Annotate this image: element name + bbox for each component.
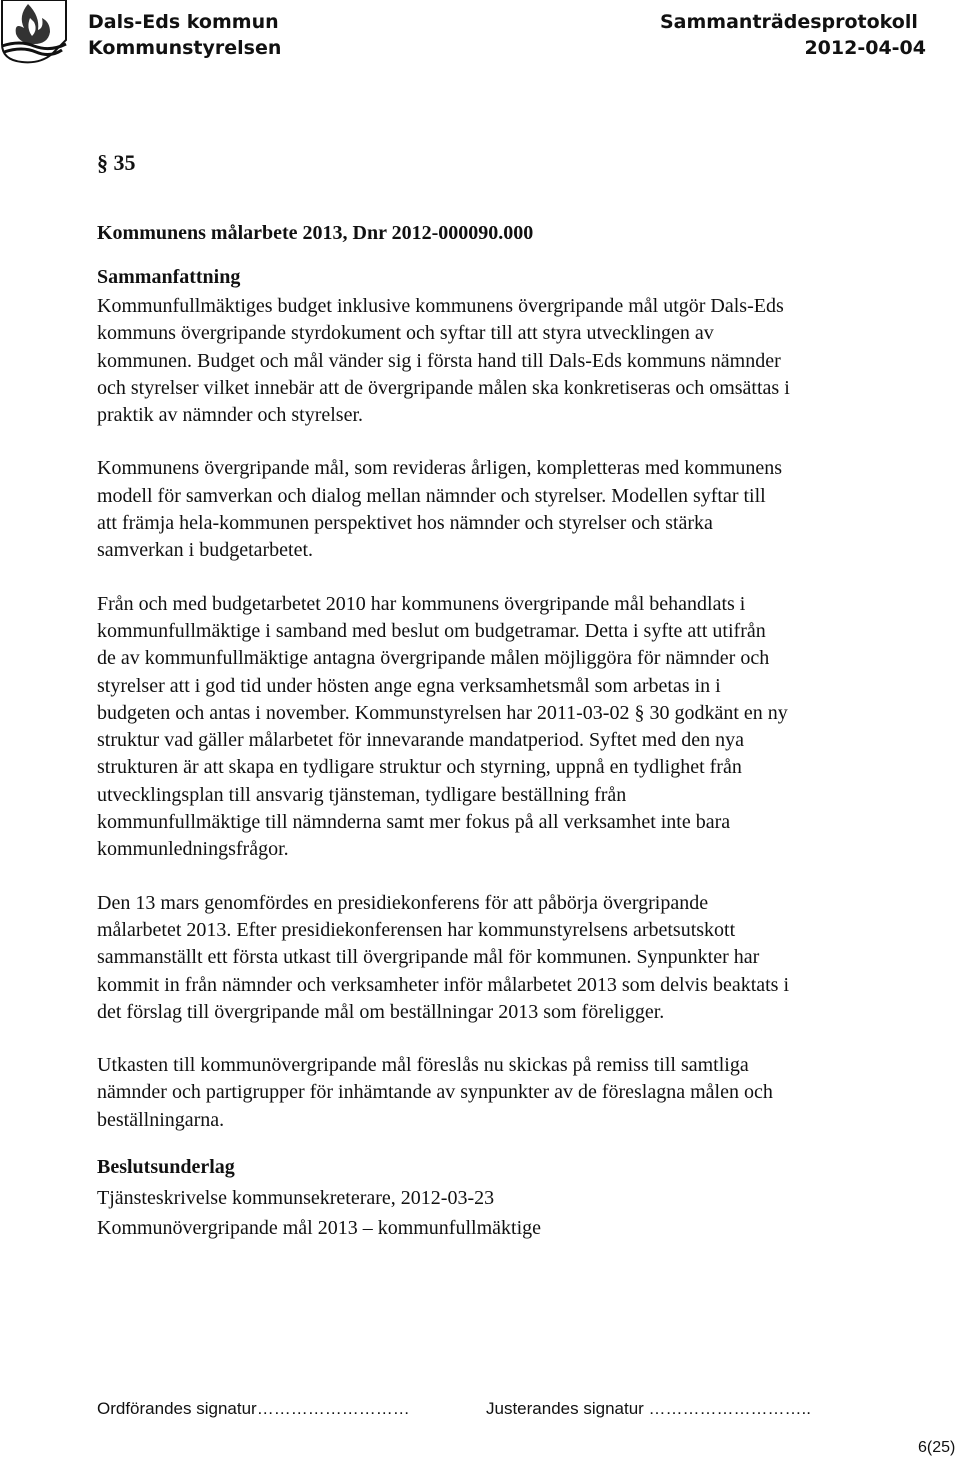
municipality-logo-icon (0, 0, 68, 64)
list-item: Tjänsteskrivelse kommunsekreterare, 2012-03-23 (97, 1187, 495, 1210)
paragraph: Utkasten till kommunövergripande mål föreslås nu skickas på remiss till samtliga nämnder och partigrupper för inhämtande av synpunkter av de föreslagna målen och beställningarna. (97, 1054, 773, 1131)
header-right (660, 9, 926, 61)
document-type: Sammanträdesprotokoll (660, 11, 918, 33)
basis-heading: Beslutsunderlag (97, 1156, 235, 1179)
paragraph: Från och med budgetarbetet 2010 har kommunens övergripande mål behandlats i kommunfullmäktige i samband med beslut om budgetramar. Detta i syfte att utifrån de av kommunfullmäktige antagna övergripande målen möjliggöra för nämnder och styrelser att i god tid under hösten ange egna verksamhetsmål som arbetas in i budgeten och antas i november. Kommunstyrelsen har 2011-03-02 § 30 godkänt en ny struktur vad gäller målarbetet för innevarande mandatperiod. Syftet med den nya strukturen är att skapa en tydligare struktur och styrning, uppnå en tydlighet från utvecklingsplan till ansvarig tjänsteman, tydligare beställning från kommunfullmäktige till nämnderna samt mer fokus på all verksamhet inte bara kommunledningsfrågor. (97, 592, 788, 861)
adjuster-signature-field: Justerandes signatur ……………………….. (486, 1399, 811, 1418)
chair-signature-field: Ordförandes signatur……………………… (97, 1399, 410, 1418)
header-left (88, 9, 281, 61)
municipality-name: Dals-Eds kommun (88, 11, 279, 33)
paragraph: Kommunfullmäktiges budget inklusive kommunens övergripande mål utgör Dals-Eds kommuns övergripande styrdokument och syftar till att styra utvecklingen av kommunen. Budget och mål vänder sig i första hand till Dals-Eds kommuns nämnder och styrelser vilket innebär att de övergripande målen ska konkretiseras och omsättas i praktik av nämnder och styrelser. (97, 295, 790, 427)
board-name: Kommunstyrelsen (88, 37, 282, 59)
paragraph: Kommunens övergripande mål, som revideras årligen, kompletteras med kommunens modell för samverkan och dialog mellan nämnder och styrelser. Modellen syftar till att främja hela-kommunen perspektivet hos nämnder och styrelser och stärka samverkan i budgetarbetet. (97, 457, 783, 562)
protocol-body (97, 147, 927, 1243)
list-item: Kommunövergripande mål 2013 – kommunfullmäktige (97, 1217, 542, 1240)
basis-list (97, 1183, 927, 1243)
summary-heading: Sammanfattning (97, 266, 241, 288)
paragraph: Den 13 mars genomfördes en presidiekonferens för att påbörja övergripande målarbetet 2013. Efter presidiekonferensen har kommunstyrelsens arbetsutskott sammanställt ett första utkast till övergripande mål för kommunen. Synpunkter har kommit in från nämnder och verksamheter inför målarbetet 2013 som delvis beaktats i det förslag till övergripande mål om beställningar 2013 som föreligger. (97, 891, 790, 1023)
page-number: 6(25) (918, 1439, 956, 1456)
case-title: Kommunens målarbete 2013, Dnr 2012-000090.000 (97, 222, 534, 244)
meeting-date: 2012-04-04 (804, 37, 926, 59)
paragraph-number: § 35 (97, 150, 136, 175)
